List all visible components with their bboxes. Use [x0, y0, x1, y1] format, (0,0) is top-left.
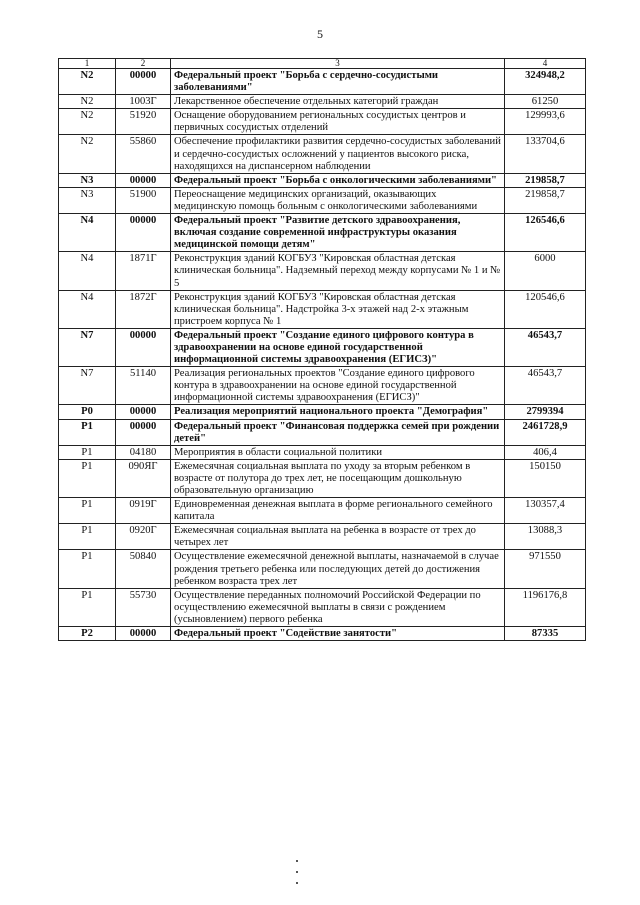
row-name: Оснащение оборудованием региональных сосудистых центров и первичных сосудистых отделений	[171, 109, 505, 135]
row-kcs-code: 00000	[116, 69, 171, 95]
row-code: P2	[59, 627, 116, 641]
row-code: P1	[59, 459, 116, 497]
row-kcs-code: 50840	[116, 550, 171, 588]
table-row	[59, 459, 586, 497]
row-kcs-code: 00000	[116, 214, 171, 252]
row-amount: 46543,7	[505, 328, 586, 366]
row-name: Реализация мероприятий национального проекта "Демография"	[171, 405, 505, 419]
row-name: Федеральный проект "Борьба с сердечно-сосудистыми заболеваниями"	[171, 69, 505, 95]
table-row	[59, 109, 586, 135]
table-row	[59, 419, 586, 445]
row-code: N2	[59, 69, 116, 95]
row-amount: 6000	[505, 252, 586, 290]
row-code: N2	[59, 135, 116, 173]
table-row	[59, 524, 586, 550]
header-col-2: 2	[116, 59, 171, 69]
row-code: N7	[59, 328, 116, 366]
header-col-1: 1	[59, 59, 116, 69]
row-amount: 2461728,9	[505, 419, 586, 445]
table-row	[59, 627, 586, 641]
row-code: P1	[59, 588, 116, 626]
row-kcs-code: 00000	[116, 405, 171, 419]
row-amount: 87335	[505, 627, 586, 641]
row-kcs-code: 00000	[116, 173, 171, 187]
row-code: N3	[59, 187, 116, 213]
row-amount: 219858,7	[505, 187, 586, 213]
row-code: N4	[59, 290, 116, 328]
row-amount: 2799394	[505, 405, 586, 419]
row-kcs-code: 0920Г	[116, 524, 171, 550]
row-amount: 133704,6	[505, 135, 586, 173]
row-amount: 130357,4	[505, 498, 586, 524]
row-amount: 126546,6	[505, 214, 586, 252]
row-name: Реализация региональных проектов "Создание единого цифрового контура в здравоохранении на основе единой государственной информационной системы здравоохранения (ЕГИСЗ)"	[171, 367, 505, 405]
table-row	[59, 173, 586, 187]
row-name: Федеральный проект "Содействие занятости"	[171, 627, 505, 641]
table-body	[59, 69, 586, 641]
row-name: Федеральный проект "Развитие детского здравоохранения, включая создание современной инфраструктуры оказания медицинской помощи детям"	[171, 214, 505, 252]
row-kcs-code: 1872Г	[116, 290, 171, 328]
row-code: P0	[59, 405, 116, 419]
row-kcs-code: 0919Г	[116, 498, 171, 524]
row-kcs-code: 00000	[116, 627, 171, 641]
row-name: Лекарственное обеспечение отдельных категорий граждан	[171, 95, 505, 109]
row-amount: 13088,3	[505, 524, 586, 550]
row-kcs-code: 1871Г	[116, 252, 171, 290]
row-code: P1	[59, 550, 116, 588]
row-code: P1	[59, 419, 116, 445]
row-name: Федеральный проект "Финансовая поддержка семей при рождении детей"	[171, 419, 505, 445]
table-row	[59, 290, 586, 328]
page-number: 5	[317, 27, 323, 41]
table-row	[59, 588, 586, 626]
row-name: Ежемесячная социальная выплата по уходу за вторым ребенком в возрасте от полутора до трех лет, не посещающим дошкольную образовательную организацию	[171, 459, 505, 497]
row-kcs-code: 51920	[116, 109, 171, 135]
row-name: Осуществление ежемесячной денежной выплаты, назначаемой в случае рождения третьего ребенка или последующих детей до достижения ребенком возраста трех лет	[171, 550, 505, 588]
row-amount: 971550	[505, 550, 586, 588]
header-col-3: 3	[171, 59, 505, 69]
row-code: N3	[59, 173, 116, 187]
row-kcs-code: 090ЯГ	[116, 459, 171, 497]
row-kcs-code: 51140	[116, 367, 171, 405]
table-row	[59, 95, 586, 109]
table-row	[59, 445, 586, 459]
row-name: Обеспечение профилактики развития сердечно-сосудистых заболеваний и сердечно-сосудистых осложнений у пациентов высокого риска, находящихся на диспансерном наблюдении	[171, 135, 505, 173]
row-amount: 61250	[505, 95, 586, 109]
table-row	[59, 498, 586, 524]
row-code: P1	[59, 445, 116, 459]
row-amount: 120546,6	[505, 290, 586, 328]
table-row	[59, 214, 586, 252]
table-row	[59, 252, 586, 290]
row-code: P1	[59, 498, 116, 524]
row-kcs-code: 00000	[116, 328, 171, 366]
row-code: N2	[59, 95, 116, 109]
table-header-row	[59, 59, 586, 69]
budget-table	[58, 58, 586, 641]
row-kcs-code: 04180	[116, 445, 171, 459]
row-amount: 1196176,8	[505, 588, 586, 626]
row-amount: 150150	[505, 459, 586, 497]
row-name: Мероприятия в области социальной политики	[171, 445, 505, 459]
bottom-dots	[296, 860, 300, 900]
row-code: N4	[59, 252, 116, 290]
row-code: N2	[59, 109, 116, 135]
row-name: Осуществление переданных полномочий Российской Федерации по осуществлению ежемесячной выплаты в связи с рождением (усыновлением) первого ребенка	[171, 588, 505, 626]
row-kcs-code: 55860	[116, 135, 171, 173]
table-row	[59, 69, 586, 95]
row-kcs-code: 55730	[116, 588, 171, 626]
row-amount: 46543,7	[505, 367, 586, 405]
row-amount: 406,4	[505, 445, 586, 459]
row-code: N7	[59, 367, 116, 405]
row-code: P1	[59, 524, 116, 550]
header-col-4: 4	[505, 59, 586, 69]
row-kcs-code: 1003Г	[116, 95, 171, 109]
row-code: N4	[59, 214, 116, 252]
row-name: Реконструкция зданий КОГБУЗ "Кировская областная детская клиническая больница". Надземный переход между корпусами № 1 и № 5	[171, 252, 505, 290]
row-name: Переоснащение медицинских организаций, оказывающих медицинскую помощь больным с онкологическими заболеваниями	[171, 187, 505, 213]
row-name: Реконструкция зданий КОГБУЗ "Кировская областная детская клиническая больница". Надстройка 3-х этажей над 2-х этажным пристроем корпуса № 1	[171, 290, 505, 328]
row-amount: 219858,7	[505, 173, 586, 187]
row-name: Федеральный проект "Борьба с онкологическими заболеваниями"	[171, 173, 505, 187]
row-name: Ежемесячная социальная выплата на ребенка в возрасте от трех до четырех лет	[171, 524, 505, 550]
table-row	[59, 187, 586, 213]
table-row	[59, 405, 586, 419]
table-row	[59, 367, 586, 405]
row-kcs-code: 00000	[116, 419, 171, 445]
table-row	[59, 550, 586, 588]
row-name: Единовременная денежная выплата в форме регионального семейного капитала	[171, 498, 505, 524]
row-amount: 324948,2	[505, 69, 586, 95]
row-name: Федеральный проект "Создание единого цифрового контура в здравоохранении на основе единой государственной информационной системы здравоохранения (ЕГИСЗ)"	[171, 328, 505, 366]
table-row	[59, 328, 586, 366]
table-row	[59, 135, 586, 173]
row-amount: 129993,6	[505, 109, 586, 135]
row-kcs-code: 51900	[116, 187, 171, 213]
